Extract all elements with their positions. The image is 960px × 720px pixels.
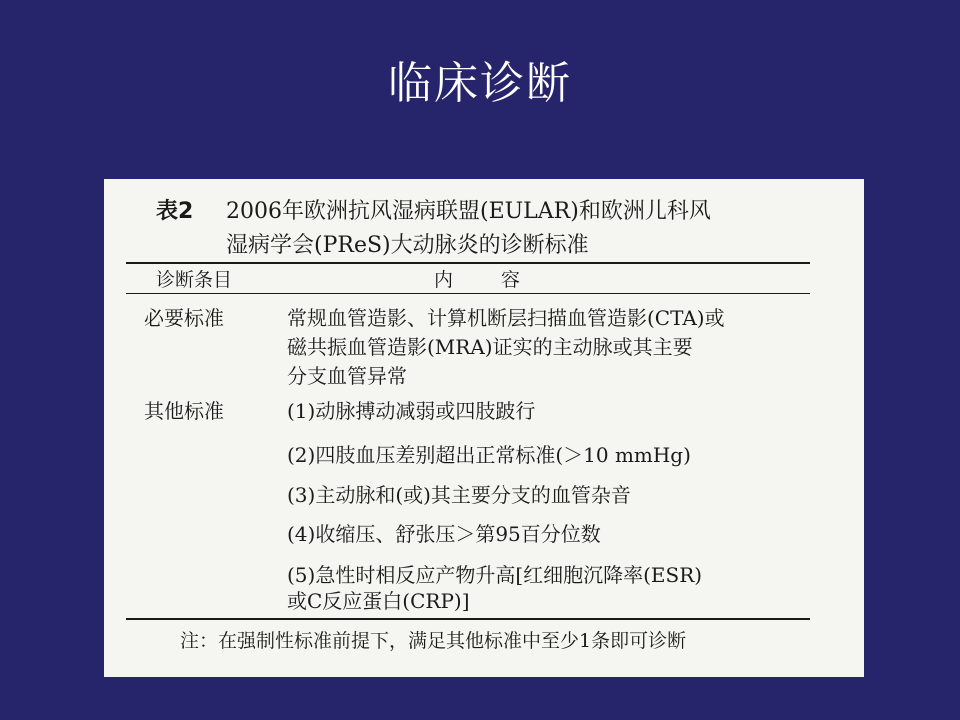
required-line-3: 分支血管异常 [287, 364, 407, 388]
row-label-other: 其他标准 [144, 399, 224, 423]
other-item-1: (1)动脉搏动减弱或四肢跛行 [287, 399, 536, 423]
other-item-5-line-2: 或C反应蛋白(CRP)] [287, 589, 470, 613]
other-item-2: (2)四肢血压差别超出正常标准(＞10 mmHg) [287, 443, 691, 467]
top-rule [126, 262, 810, 264]
table-caption [156, 195, 711, 263]
other-item-4: (4)收缩压、舒张压＞第95百分位数 [287, 522, 601, 546]
caption-line-1: 2006年欧洲抗风湿病联盟(EULAR)和欧洲儿科风 [226, 199, 711, 224]
row-label-required: 必要标准 [144, 306, 224, 330]
header-diagnosis-item: 诊断条目 [156, 269, 233, 291]
table-number: 表2 [156, 199, 194, 224]
other-item-5-line-1: (5)急性时相反应产物升高[红细胞沉降率(ESR) [287, 563, 703, 587]
required-line-1: 常规血管造影、计算机断层扫描血管造影(CTA)或 [287, 306, 725, 330]
required-line-2: 磁共振血管造影(MRA)证实的主动脉或其主要 [287, 335, 693, 359]
table-note: 注：在强制性标准前提下，满足其他标准中至少1条即可诊断 [180, 630, 687, 652]
caption-line-2: 湿病学会(PReS)大动脉炎的诊断标准 [226, 233, 589, 258]
bottom-rule [126, 618, 810, 620]
criteria-table-figure [104, 179, 864, 677]
header-content: 内容 [434, 269, 569, 291]
other-item-3: (3)主动脉和(或)其主要分支的血管杂音 [287, 483, 631, 507]
slide-title: 临床诊断 [388, 58, 572, 109]
header-rule [126, 293, 810, 294]
